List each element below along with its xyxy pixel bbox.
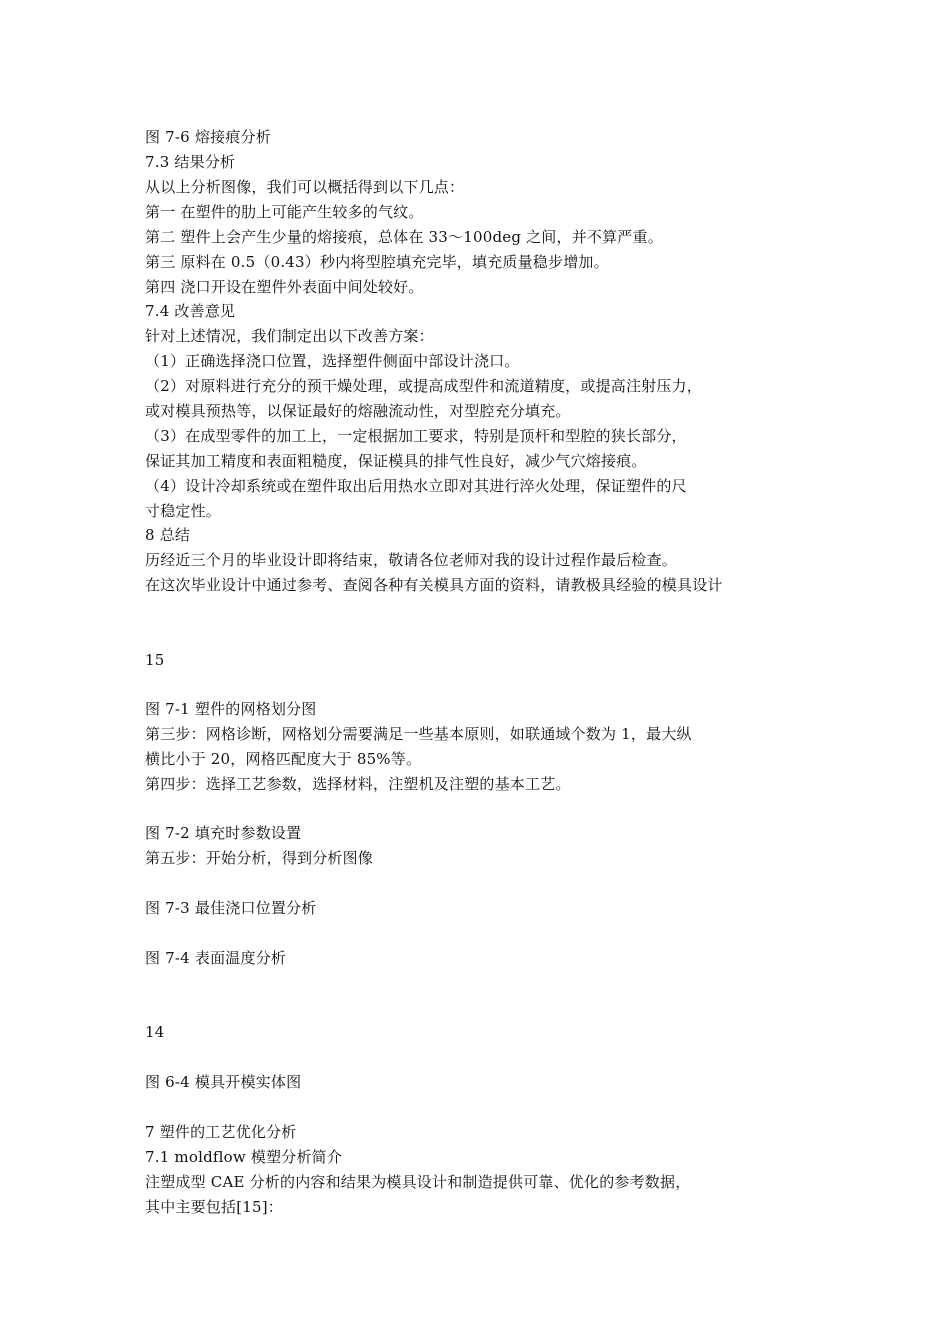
figure-caption-7-4: 图 7-4 表面温度分析 (145, 949, 287, 967)
figure-caption-7-3: 图 7-3 最佳浇口位置分析 (145, 899, 317, 917)
paragraph-line: 保证其加工精度和表面粗糙度，保证模具的排气性良好，减少气穴熔接痕。 (145, 452, 647, 470)
paragraph-line: 寸稳定性。 (145, 502, 222, 520)
paragraph-line: （2）对原料进行充分的预干燥处理，或提高成型件和流道精度，或提高注射压力， (145, 377, 702, 395)
paragraph-line: 其中主要包括[15]： (145, 1198, 283, 1216)
paragraph-line: 横比小于 20，网格匹配度大于 85%等。 (145, 750, 422, 768)
paragraph-line: （4）设计冷却系统或在塑件取出后用热水立即对其进行淬火处理，保证塑件的尺 (145, 477, 687, 495)
paragraph-line: 第五步：开始分析，得到分析图像 (145, 849, 374, 867)
section-heading-7-3: 7.3 结果分析 (145, 153, 236, 171)
paragraph-line: （1）正确选择浇口位置，选择塑件侧面中部设计浇口。 (145, 352, 520, 370)
figure-caption-7-1: 图 7-1 塑件的网格划分图 (145, 700, 317, 718)
paragraph-line: 第一 在塑件的肋上可能产生较多的气纹。 (145, 203, 424, 221)
paragraph-line: 第四 浇口开设在塑件外表面中间处较好。 (145, 278, 424, 296)
paragraph-line: 第四步：选择工艺参数，选择材料，注塑机及注塑的基本工艺。 (145, 775, 571, 793)
section-heading-7-4: 7.4 改善意见 (145, 302, 236, 320)
paragraph-line: （3）在成型零件的加工上，一定根据加工要求，特别是顶杆和型腔的狭长部分， (145, 427, 687, 445)
section-heading-7: 7 塑件的工艺优化分析 (145, 1123, 297, 1141)
paragraph-line: 历经近三个月的毕业设计即将结束，敬请各位老师对我的设计过程作最后检查。 (145, 551, 678, 569)
paragraph-line: 从以上分析图像，我们可以概括得到以下几点： (145, 178, 465, 196)
page-number: 15 (145, 651, 165, 669)
paragraph-line: 在这次毕业设计中通过参考、查阅各种有关模具方面的资料，请教极具经验的模具设计 (145, 576, 723, 594)
paragraph-line: 第三 原料在 0.5（0.43）秒内将型腔填充完毕，填充质量稳步增加。 (145, 253, 609, 271)
figure-caption-7-2: 图 7-2 填充时参数设置 (145, 824, 302, 842)
paragraph-line: 第二 塑件上会产生少量的熔接痕，总体在 33～100deg 之间，并不算严重。 (145, 228, 663, 246)
paragraph-line: 针对上述情况，我们制定出以下改善方案： (145, 327, 434, 345)
paragraph-line: 或对模具预热等，以保证最好的熔融流动性，对型腔充分填充。 (145, 402, 571, 420)
section-heading-7-1: 7.1 moldflow 模塑分析简介 (145, 1148, 343, 1166)
figure-caption-7-6: 图 7-6 熔接痕分析 (145, 128, 271, 146)
paragraph-line: 注塑成型 CAE 分析的内容和结果为模具设计和制造提供可靠、优化的参考数据， (145, 1173, 691, 1191)
section-heading-8: 8 总结 (145, 526, 191, 544)
paragraph-line: 第三步：网格诊断，网格划分需要满足一些基本原则，如联通域个数为 1，最大纵 (145, 725, 692, 743)
page-number: 14 (145, 1023, 165, 1041)
figure-caption-6-4: 图 6-4 模具开模实体图 (145, 1073, 302, 1091)
